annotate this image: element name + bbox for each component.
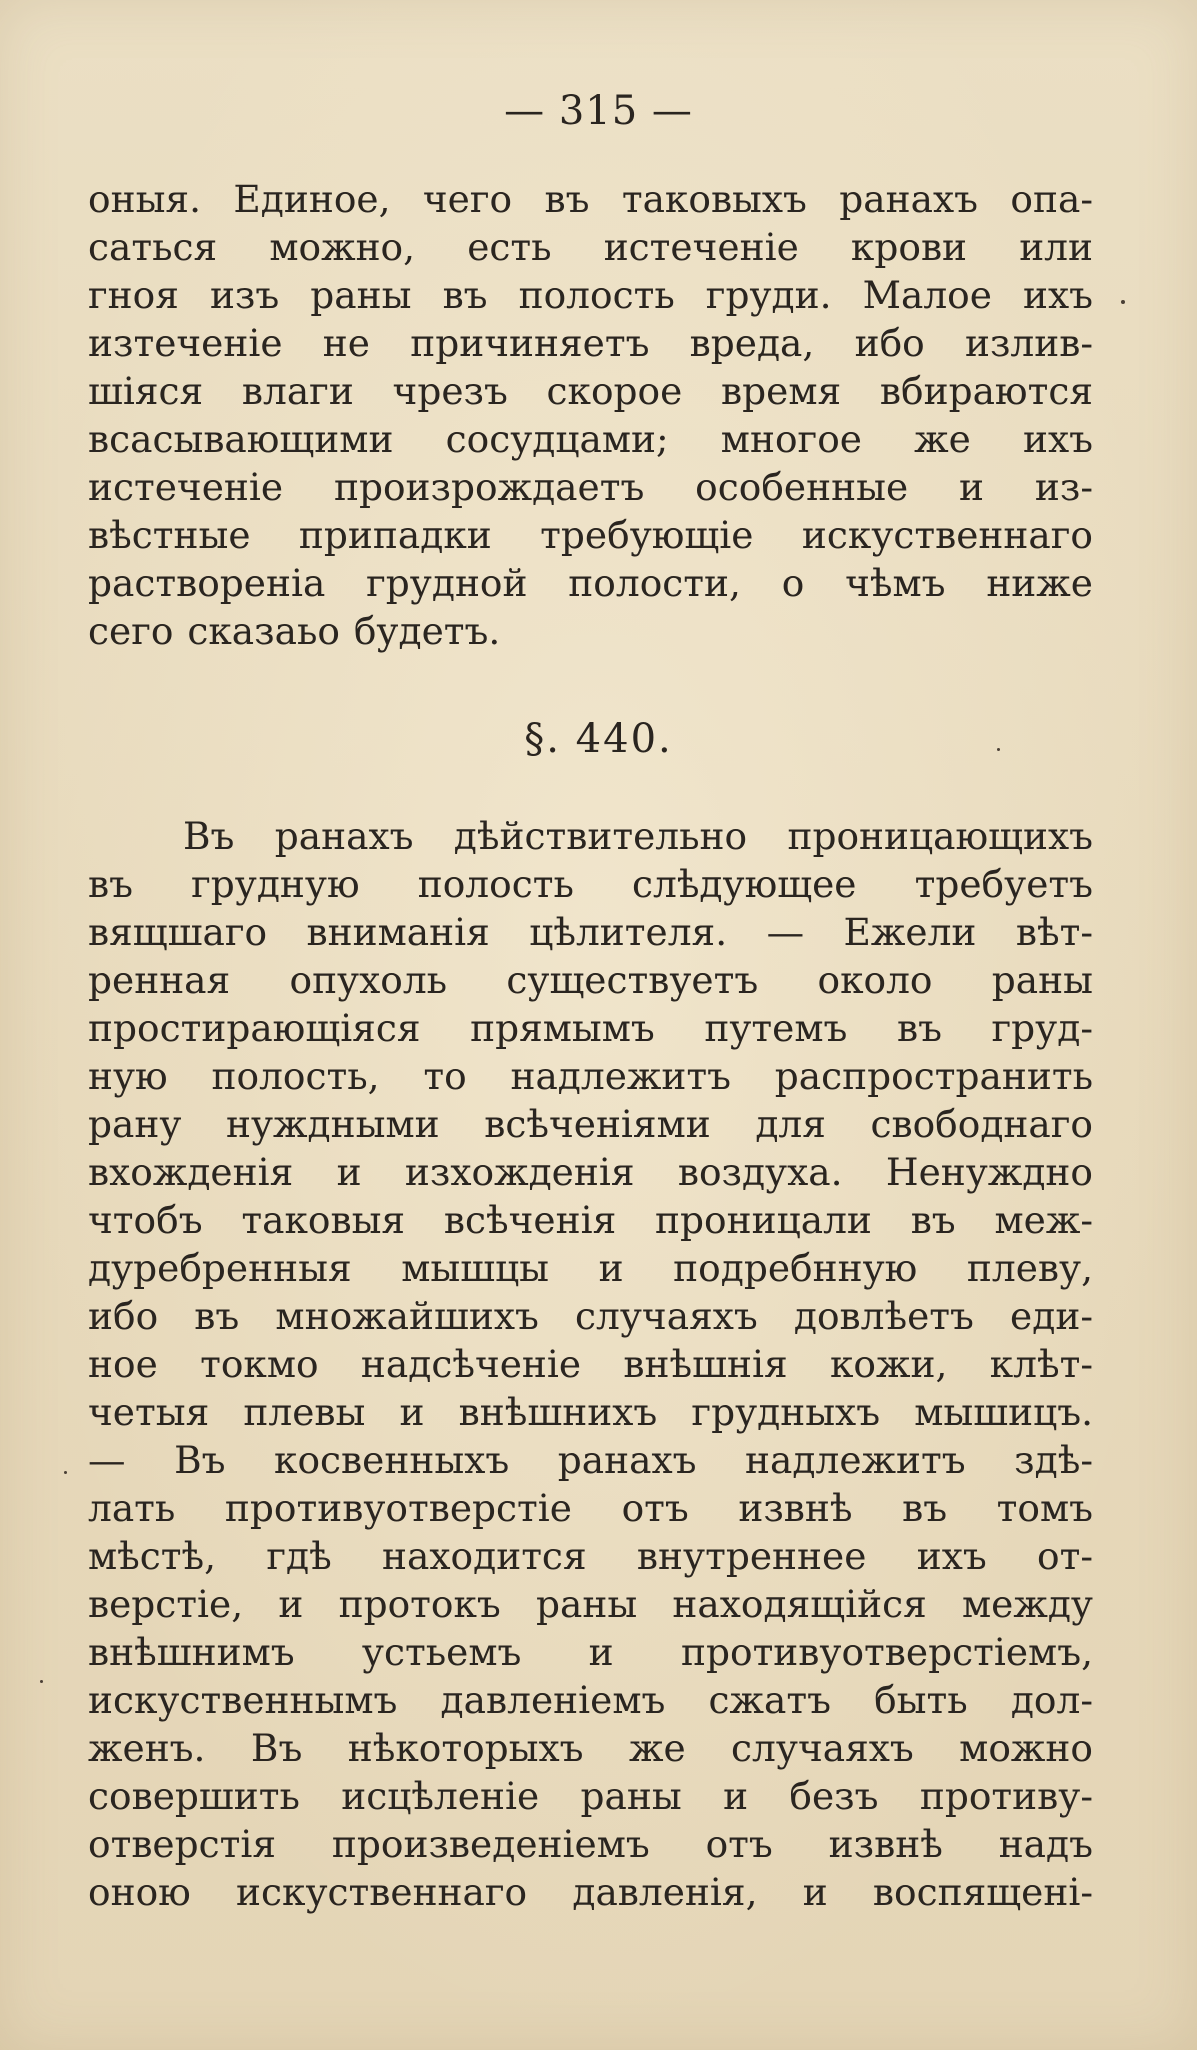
text-line: — Въ косвенныхъ ранахъ надлежитъ здѣ- (88, 1438, 1093, 1482)
text-line: женъ. Въ нѣкоторыхъ же случаяхъ можно (88, 1726, 1093, 1770)
text-line: ибо въ множайшихъ случаяхъ довлѣетъ еди- (88, 1294, 1093, 1338)
text-line: дуребренныя мышцы и подребнную плеву, (88, 1246, 1093, 1290)
text-line: совершить исцѣленіе раны и безъ противу- (88, 1774, 1093, 1818)
text-line: чтобъ таковыя всѣченія проницали въ меж- (88, 1198, 1093, 1242)
text-line: ное токмо надсѣченіе внѣшнія кожи, клѣт- (88, 1342, 1093, 1386)
text-line: внѣшнимъ устьемъ и противуотверстіемъ, (88, 1630, 1093, 1674)
text-line: раствореніа грудной полости, о чѣмъ ниже (88, 561, 1093, 605)
text-line: оныя. Единое, чего въ таковыхъ ранахъ опа- (88, 177, 1093, 221)
text-line: саться можно, есть истеченіе крови или (88, 225, 1093, 269)
paper-speck (64, 1471, 67, 1474)
text-line: мѣстѣ, гдѣ находится внутреннее ихъ от- (88, 1534, 1093, 1578)
text-line: рану нуждными всѣченіями для свободнаго (88, 1102, 1093, 1146)
text-line: отверстія произведеніемъ отъ извнѣ надъ (88, 1822, 1093, 1866)
text-line: простирающіяся прямымъ путемъ въ груд- (88, 1006, 1093, 1050)
text-line: искуственнымъ давленіемъ сжатъ быть дол- (88, 1678, 1093, 1722)
text-line: лать противуотверстіе отъ извнѣ въ томъ (88, 1486, 1093, 1530)
text-line: верстіе, и протокъ раны находящійся между (88, 1582, 1093, 1626)
page-number: — 315 — (504, 88, 693, 134)
text-line: истеченіе произрождаетъ особенные и из- (88, 465, 1093, 509)
text-line: сего сказаьо будетъ. (88, 609, 501, 653)
section-heading: §. 440. (524, 716, 673, 762)
paper-speck (40, 1680, 43, 1683)
text-line: изтеченіе не причиняетъ вреда, ибо излив- (88, 321, 1093, 365)
text-line: всасывающими сосудцами; многое же ихъ (88, 417, 1093, 461)
text-line: четыя плевы и внѣшнихъ грудныхъ мышицъ. (88, 1390, 1093, 1434)
text-line: ренная опухоль существуетъ около раны (88, 958, 1093, 1002)
text-line: оною искуственнаго давленія, и воспящені- (88, 1870, 1093, 1914)
text-line: ную полость, то надлежитъ распространить (88, 1054, 1093, 1098)
section-paragraph (88, 812, 1093, 1916)
text-line: вхожденія и изхожденія воздуха. Ненуждно (88, 1150, 1093, 1194)
text-line: вѣстные припадки требующіе искуственнаго (88, 513, 1093, 557)
text-line: Въ ранахъ дѣйствительно проницающихъ (183, 814, 1093, 858)
paper-speck (997, 748, 1000, 751)
text-line: въ грудную полость слѣдующее требуетъ (88, 862, 1093, 906)
text-line: гноя изъ раны въ полость груди. Малое ихъ (88, 273, 1093, 317)
continuation-paragraph (88, 175, 1093, 655)
text-line: шіяся влаги чрезъ скорое время вбираются (88, 369, 1093, 413)
text-line: вящшаго вниманія цѣлителя. — Ежели вѣт- (88, 910, 1093, 954)
paper-speck (1121, 300, 1125, 304)
